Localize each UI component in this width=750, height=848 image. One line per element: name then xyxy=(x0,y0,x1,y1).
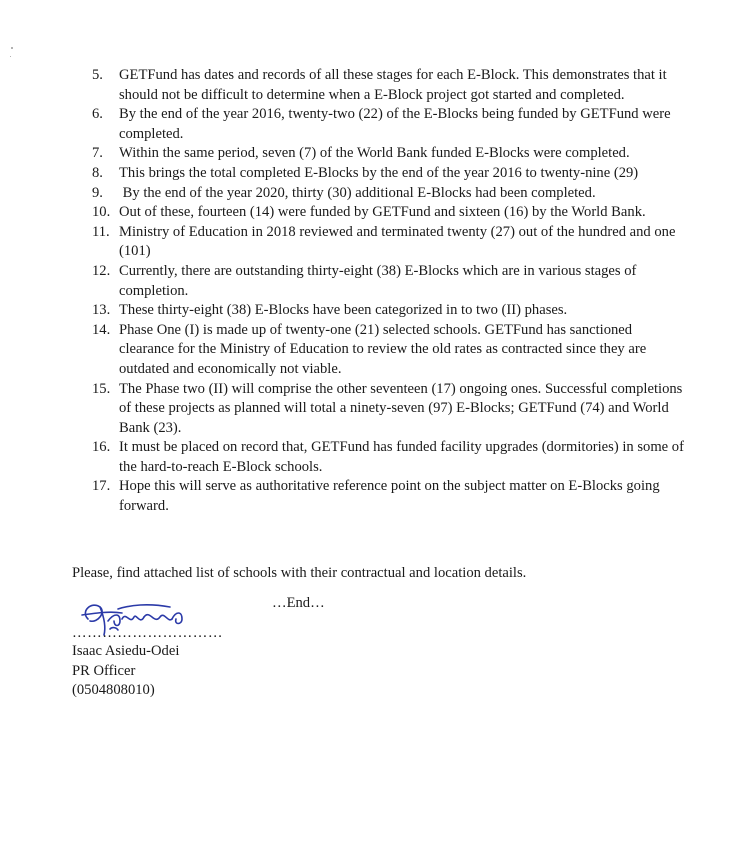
list-item-number: 12. xyxy=(92,262,111,279)
list-item-text: Ministry of Education in 2018 reviewed and terminated twenty (27) out of the hundred and one (101) xyxy=(119,223,676,260)
list-item-text: It must be placed on record that, GETFund has funded facility upgrades (dormitories) in some of the hard-to-reach E-Block schools. xyxy=(119,439,684,475)
end-marker: …End… xyxy=(272,595,325,611)
list-item-text: Currently, there are outstanding thirty-eight (38) E-Blocks which are in various stages of completion. xyxy=(119,262,637,299)
closing-paragraph: Please, find attached list of schools with their contractual and location details. xyxy=(72,565,527,581)
list-item-number: 11. xyxy=(92,223,110,240)
list-item-number: 10. xyxy=(92,204,111,221)
list-item xyxy=(92,66,687,105)
signatory-name: Isaac Asiedu-Odei xyxy=(72,643,180,659)
list-item-text: This brings the total completed E-Blocks by the end of the year 2016 to twenty-nine (29) xyxy=(119,164,639,181)
signatory-block xyxy=(72,642,179,701)
numbered-list xyxy=(92,66,687,517)
list-item-text: By the end of the year 2020, thirty (30) additional E-Blocks had been completed. xyxy=(119,184,596,201)
list-item-number: 5. xyxy=(92,67,103,83)
signature-dotted-line: ………………………… xyxy=(72,625,223,641)
list-item xyxy=(92,105,687,144)
list-item xyxy=(92,144,687,164)
list-item xyxy=(92,262,687,301)
list-item xyxy=(92,223,687,262)
list-item xyxy=(92,164,687,184)
list-item xyxy=(92,438,687,477)
list-item xyxy=(92,301,687,321)
list-item-number: 15. xyxy=(92,380,111,397)
list-item-text: By the end of the year 2016, twenty-two (22) of the E-Blocks being funded by GETFund were completed. xyxy=(119,106,671,142)
list-item xyxy=(92,321,687,380)
list-item-number: 7. xyxy=(92,145,103,162)
list-item-number: 16. xyxy=(92,439,111,456)
list-item-text: These thirty-eight (38) E-Blocks have been categorized in to two (II) phases. xyxy=(119,302,568,319)
list-item xyxy=(92,380,687,439)
signatory-title: PR Officer xyxy=(72,662,136,679)
list-item-number: 14. xyxy=(92,321,111,338)
scan-speck xyxy=(11,47,13,49)
list-item-number: 8. xyxy=(92,164,103,181)
list-item-text: The Phase two (II) will comprise the other seventeen (17) ongoing ones. Successful completions of these projects as planned will total a ninety-seven (97) E-Blocks; GETFund (74) and World Bank (23). xyxy=(119,380,683,436)
list-item-text: GETFund has dates and records of all these stages for each E-Block. This demonstrates that it should not be difficult to determine when a E-Block project got started and completed. xyxy=(119,67,667,103)
signatory-phone: (0504808010) xyxy=(72,682,155,699)
list-item-number: 17. xyxy=(92,478,111,495)
list-item xyxy=(92,184,687,204)
list-item-text: Out of these, fourteen (14) were funded by GETFund and sixteen (16) by the World Bank. xyxy=(119,204,646,221)
list-item-number: 9. xyxy=(92,184,103,201)
list-item xyxy=(92,203,687,223)
list-item-text: Phase One (I) is made up of twenty-one (21) selected schools. GETFund has sanctioned clearance for the Ministry of Education to review the old rates as contracted since they are outdated and economically not viable. xyxy=(119,321,647,377)
scan-speck xyxy=(10,56,11,57)
list-item-text: Within the same period, seven (7) of the World Bank funded E-Blocks were completed. xyxy=(119,145,630,162)
list-item xyxy=(92,477,687,516)
list-item-number: 6. xyxy=(92,106,103,123)
list-item-number: 13. xyxy=(92,302,111,319)
list-item-text: Hope this will serve as authoritative reference point on the subject matter on E-Blocks going forward. xyxy=(119,478,660,515)
